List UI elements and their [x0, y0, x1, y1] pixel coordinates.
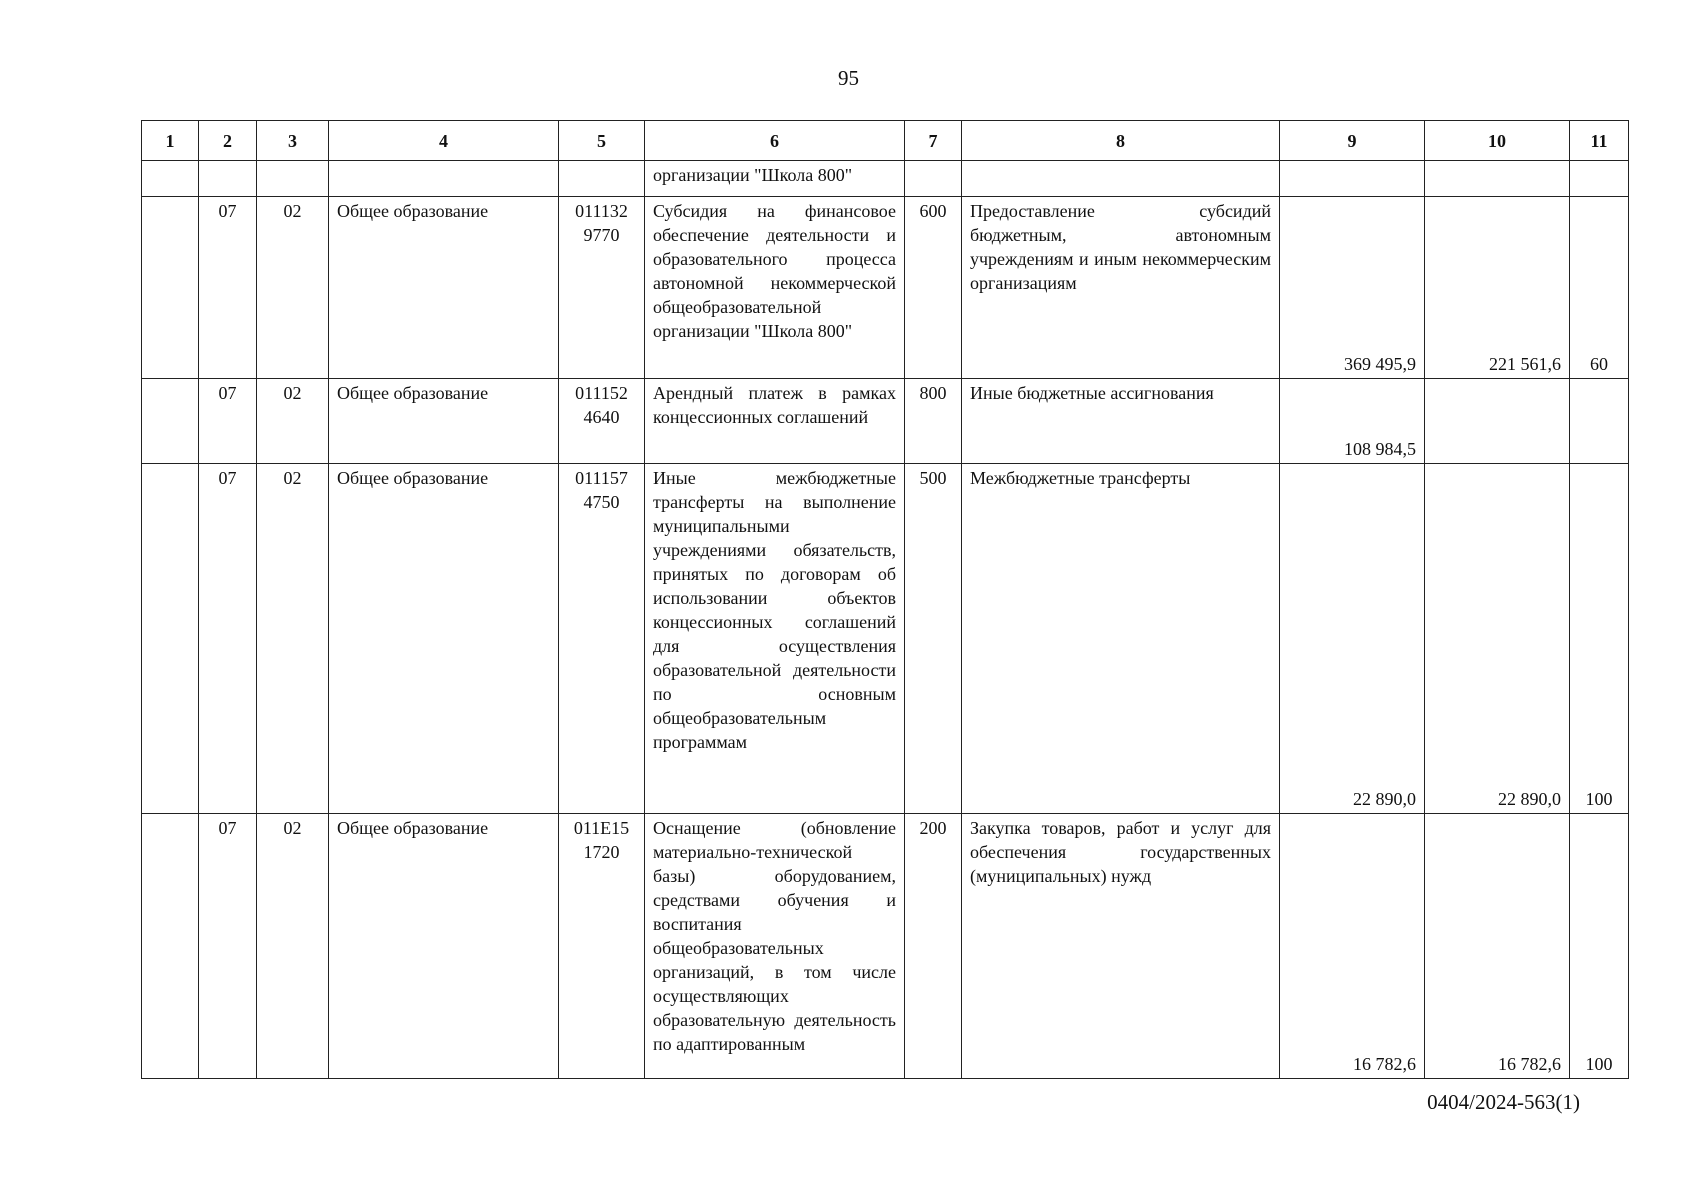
table-cell	[199, 161, 257, 197]
column-header: 3	[257, 121, 329, 161]
page-number: 95	[838, 66, 859, 90]
table-cell-percent: 60	[1570, 197, 1629, 379]
table-cell-subsection: 02	[257, 379, 329, 464]
table-cell-actual: 16 782,6	[1425, 814, 1570, 1079]
table-cell-target-code: 011152 4640	[559, 379, 645, 464]
table-cell-number	[142, 379, 199, 464]
column-header: 4	[329, 121, 559, 161]
column-header: 8	[962, 121, 1280, 161]
column-header: 2	[199, 121, 257, 161]
table-cell	[142, 161, 199, 197]
table-cell	[1570, 161, 1629, 197]
table-cell-section: 07	[199, 464, 257, 814]
table-cell-description: Оснащение (обновление материально-технической базы) оборудованием, средствами обучения и воспитания общеобразовательных организаций, в том числе осуществляющих образовательную деятельность по адаптированным	[645, 814, 905, 1079]
table-cell-section-name: Общее образование	[329, 379, 559, 464]
table-cell-actual	[1425, 379, 1570, 464]
table-cell-expense-name: Иные бюджетные ассигнования	[962, 379, 1280, 464]
table-cell-plan: 16 782,6	[1280, 814, 1425, 1079]
column-header: 6	[645, 121, 905, 161]
table-cell	[1280, 161, 1425, 197]
column-header: 7	[905, 121, 962, 161]
table-cell	[905, 161, 962, 197]
document-code: 0404/2024-563(1)	[1427, 1090, 1580, 1114]
table-cell-description: Иные межбюджетные трансферты на выполнение муниципальными учреждениями обязательств, принятых по договорам об использовании объектов концессионных соглашений для осуществления образовательной деятельности по основным общеобразовательным программам	[645, 464, 905, 814]
table-cell-section: 07	[199, 379, 257, 464]
table-cell-expense-type: 200	[905, 814, 962, 1079]
table-cell	[559, 161, 645, 197]
table-cell-number	[142, 464, 199, 814]
table-cell-target-code: 011E15 1720	[559, 814, 645, 1079]
column-header: 9	[1280, 121, 1425, 161]
budget-table	[141, 120, 1629, 1079]
table-cell	[257, 161, 329, 197]
table-cell-number	[142, 814, 199, 1079]
table-cell-expense-type: 500	[905, 464, 962, 814]
table-cell-section-name: Общее образование	[329, 197, 559, 379]
table-row	[142, 814, 1629, 1079]
table-cell-description: Арендный платеж в рамках концессионных соглашений	[645, 379, 905, 464]
table-cell-expense-name: Закупка товаров, работ и услуг для обеспечения государственных (муниципальных) нужд	[962, 814, 1280, 1079]
table-cell-target-code: 011157 4750	[559, 464, 645, 814]
table-cell-actual: 221 561,6	[1425, 197, 1570, 379]
table-cell-percent	[1570, 379, 1629, 464]
table-cell	[329, 161, 559, 197]
table-cell-description: Субсидия на финансовое обеспечение деятельности и образовательного процесса автономной некоммерческой общеобразовательной организации "Школа 800"	[645, 197, 905, 379]
table-cell	[1425, 161, 1570, 197]
table-cell-plan: 108 984,5	[1280, 379, 1425, 464]
table-cell-plan: 369 495,9	[1280, 197, 1425, 379]
table-header-row	[142, 121, 1629, 161]
table-cell-section-name: Общее образование	[329, 814, 559, 1079]
column-header: 10	[1425, 121, 1570, 161]
column-header: 11	[1570, 121, 1629, 161]
table-row-continuation	[142, 161, 1629, 197]
table-cell-subsection: 02	[257, 814, 329, 1079]
table-cell-actual: 22 890,0	[1425, 464, 1570, 814]
table-cell	[962, 161, 1280, 197]
table-cell-section: 07	[199, 197, 257, 379]
table-cell-plan: 22 890,0	[1280, 464, 1425, 814]
table-cell-section: 07	[199, 814, 257, 1079]
table-row	[142, 464, 1629, 814]
column-header: 5	[559, 121, 645, 161]
table-cell-section-name: Общее образование	[329, 464, 559, 814]
table-cell-expense-name: Предоставление субсидий бюджетным, автономным учреждениям и иным некоммерческим организациям	[962, 197, 1280, 379]
table-cell-subsection: 02	[257, 197, 329, 379]
table-cell-description: организации "Школа 800"	[645, 161, 905, 197]
table-cell-expense-type: 800	[905, 379, 962, 464]
table-cell-target-code: 011132 9770	[559, 197, 645, 379]
table-row	[142, 197, 1629, 379]
table-cell-number	[142, 197, 199, 379]
table-cell-subsection: 02	[257, 464, 329, 814]
table-cell-expense-type: 600	[905, 197, 962, 379]
table-row	[142, 379, 1629, 464]
table-cell-percent: 100	[1570, 464, 1629, 814]
table-cell-expense-name: Межбюджетные трансферты	[962, 464, 1280, 814]
table-cell-percent: 100	[1570, 814, 1629, 1079]
column-header: 1	[142, 121, 199, 161]
